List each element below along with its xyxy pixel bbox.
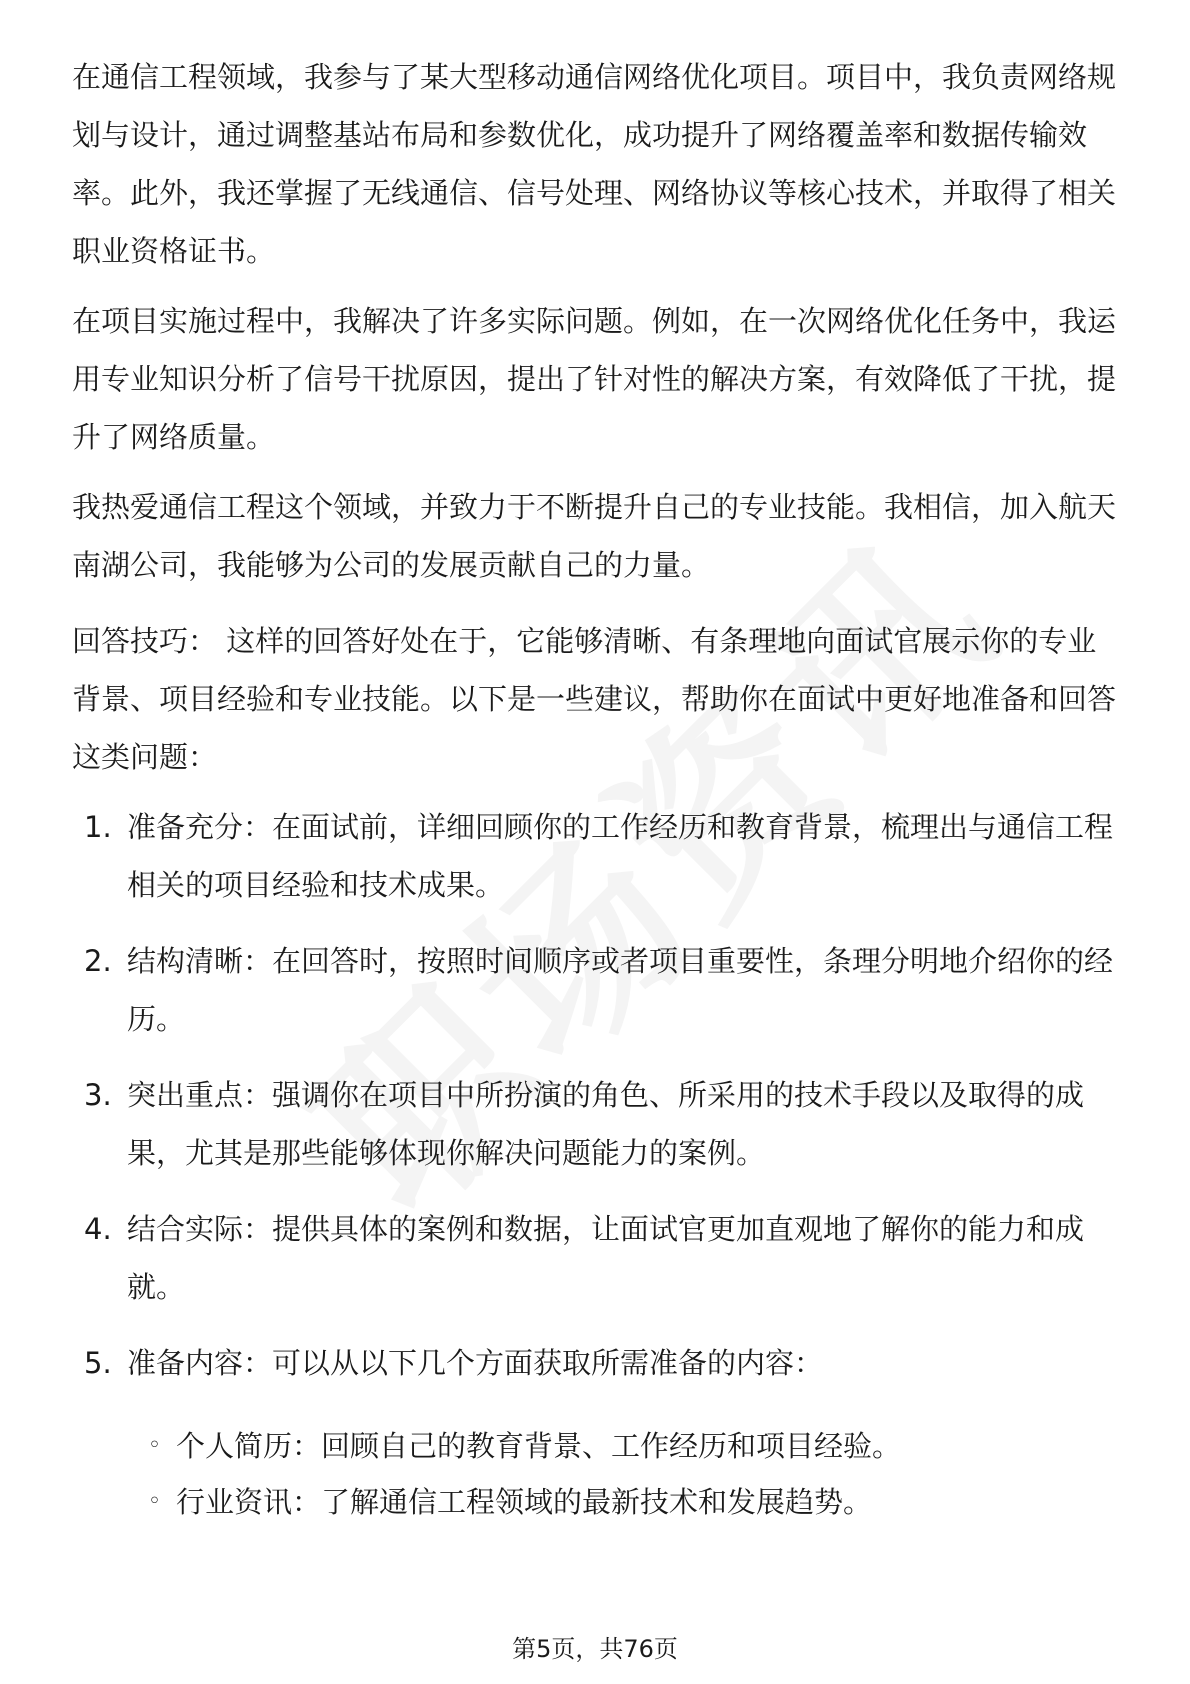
- list-number: 4.: [84, 1212, 112, 1246]
- list-item: [84, 798, 1124, 914]
- sublist-item: [148, 1422, 1108, 1470]
- list-item-text: 结构清晰：在回答时，按照时间顺序或者项目重要性，条理分明地介绍你的经历。: [127, 944, 1114, 1036]
- list-number: 1.: [84, 810, 112, 844]
- sublist-item-text: 行业资讯：了解通信工程领域的最新技术和发展趋势。: [176, 1485, 873, 1519]
- list-item-text: 突出重点：强调你在项目中所扮演的角色、所采用的技术手段以及取得的成果，尤其是那些能够体现你解决问题能力的案例。: [127, 1078, 1085, 1170]
- paragraph-project-experience: 在通信工程领域，我参与了某大型移动通信网络优化项目。项目中，我负责网络规划与设计，通过调整基站布局和参数优化，成功提升了网络覆盖率和数据传输效率。此外，我还掌握了无线通信、信号处理、网络协议等核心技术，并取得了相关职业资格证书。: [72, 60, 1117, 268]
- page-number-footer: 第5页，共76页: [512, 1635, 678, 1663]
- paragraph-problem-solving: 在项目实施过程中，我解决了许多实际问题。例如，在一次网络优化任务中，我运用专业知识分析了信号干扰原因，提出了针对性的解决方案，有效降低了干扰，提升了网络质量。: [72, 304, 1117, 454]
- list-item-text: 结合实际：提供具体的案例和数据，让面试官更加直观地了解你的能力和成就。: [127, 1212, 1085, 1304]
- list-item-text: 准备内容：可以从以下几个方面获取所需准备的内容：: [127, 1346, 824, 1380]
- sublist-item: [148, 1478, 1108, 1526]
- list-item: [84, 1334, 1124, 1392]
- list-number: 3.: [84, 1078, 112, 1112]
- hollow-bullet-icon: ◦: [148, 1489, 161, 1514]
- list-number: 2.: [84, 944, 112, 978]
- list-number: 5.: [84, 1346, 112, 1380]
- hollow-bullet-icon: ◦: [148, 1433, 161, 1458]
- list-item: [84, 1066, 1124, 1182]
- sublist-item-text: 个人简历：回顾自己的教育背景、工作经历和项目经验。: [176, 1429, 902, 1463]
- paragraph-motivation: 我热爱通信工程这个领域，并致力于不断提升自己的专业技能。我相信，加入航天南湖公司，我能够为公司的发展贡献自己的力量。: [72, 490, 1117, 582]
- list-item: [84, 932, 1124, 1048]
- list-item-text: 准备充分：在面试前，详细回顾你的工作经历和教育背景，梳理出与通信工程相关的项目经验和技术成果。: [127, 810, 1114, 902]
- paragraph-answer-tips: 回答技巧： 这样的回答好处在于，它能够清晰、有条理地向面试官展示你的专业背景、项目经验和专业技能。以下是一些建议，帮助你在面试中更好地准备和回答这类问题：: [72, 624, 1117, 774]
- list-item: [84, 1200, 1124, 1316]
